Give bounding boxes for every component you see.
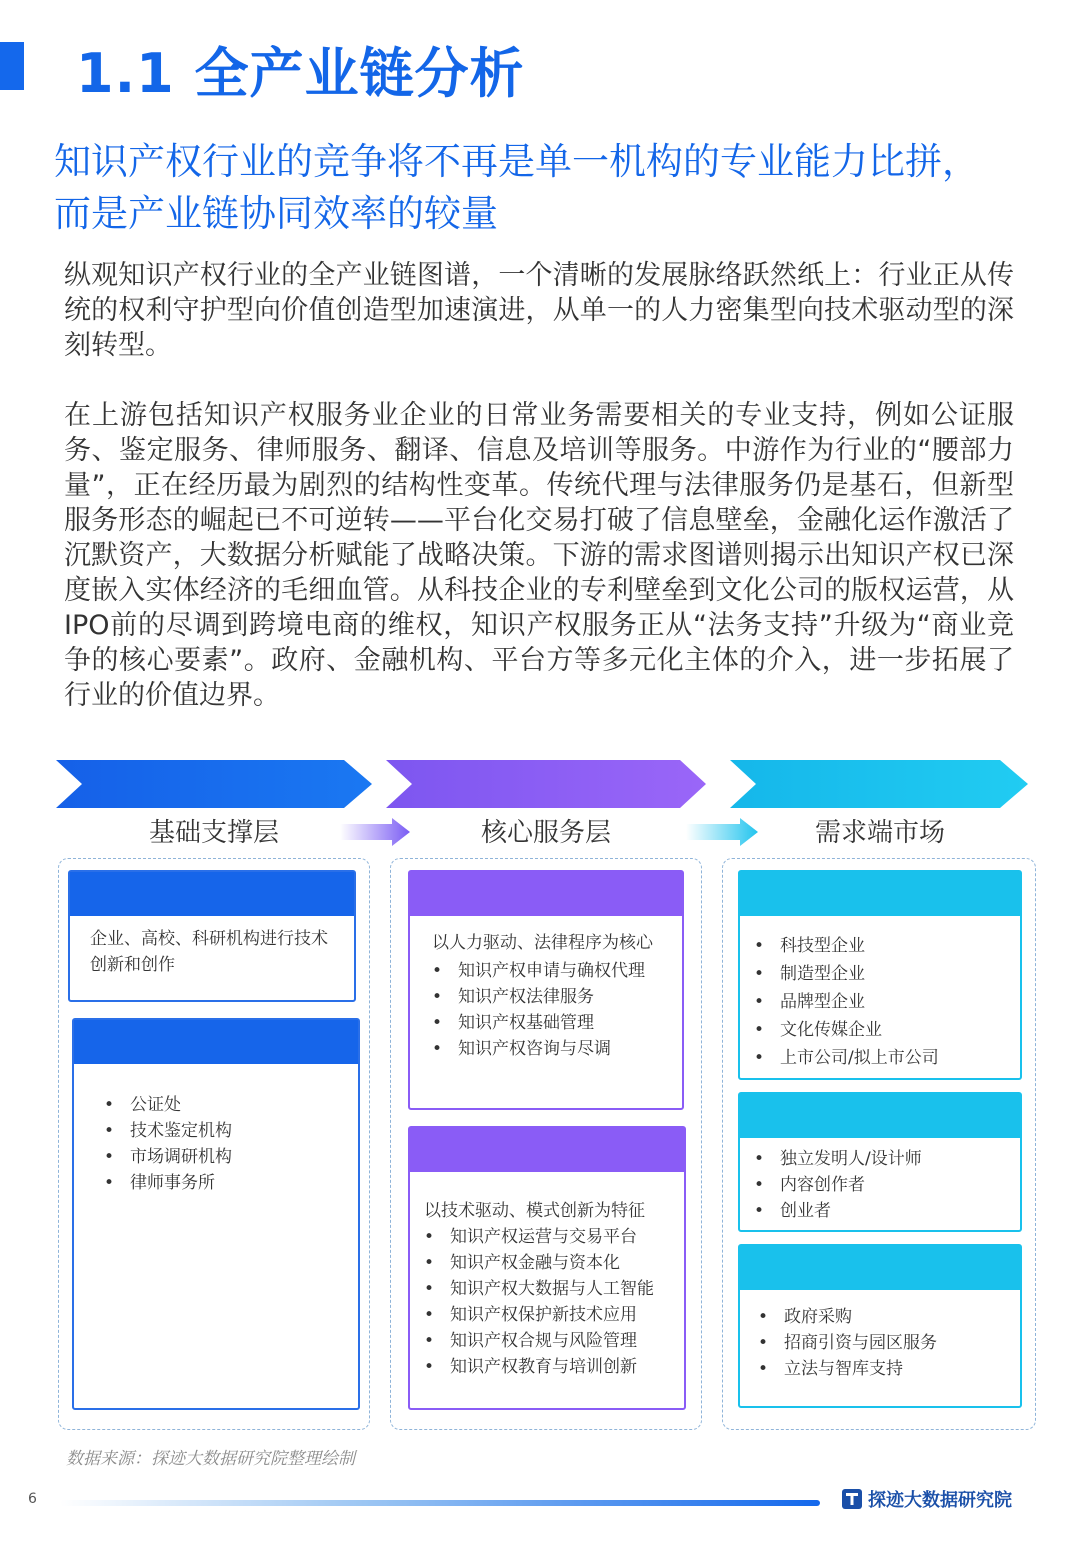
subtitle-line-1: 知识产权行业的竞争将不再是单一机构的专业能力比拼， bbox=[54, 140, 979, 183]
page-title: 1.1 全产业链分析 bbox=[76, 42, 525, 105]
list-item: • 知识产权申请与确权代理 bbox=[432, 958, 682, 984]
list-item: • 知识产权合规与风险管理 bbox=[424, 1328, 684, 1354]
card-intro: 以人力驱动、法律程序为核心 bbox=[432, 933, 653, 953]
card-intro: 企业、高校、科研机构进行技术创新和创作 bbox=[90, 929, 328, 975]
card-header bbox=[740, 1094, 1020, 1138]
list-item: • 立法与智库支持 bbox=[758, 1356, 1020, 1382]
card-intro: 以技术驱动、模式创新为特征 bbox=[424, 1201, 645, 1221]
list-item: • 创业者 bbox=[754, 1198, 1020, 1224]
chevron-demand bbox=[730, 760, 1028, 808]
column-label-foundation: 基础支撑层 bbox=[148, 818, 279, 848]
card-innovative-services bbox=[408, 1126, 686, 1410]
list-item: • 知识产权运营与交易平台 bbox=[424, 1224, 684, 1250]
title-accent-bar bbox=[0, 42, 24, 90]
support-services-list bbox=[74, 1064, 358, 1196]
list-item: • 文化传媒企业 bbox=[754, 1016, 1020, 1044]
card-header bbox=[70, 872, 354, 916]
card-enterprises bbox=[738, 870, 1022, 1080]
subtitle bbox=[54, 136, 1064, 240]
traditional-services-list bbox=[410, 956, 682, 1062]
brand-icon bbox=[842, 1489, 862, 1509]
list-item: • 知识产权金融与资本化 bbox=[424, 1250, 684, 1276]
card-individuals bbox=[738, 1092, 1022, 1232]
chevron-foundation bbox=[56, 760, 372, 808]
subtitle-line-2: 而是产业链协同效率的较量 bbox=[54, 192, 498, 235]
individuals-list bbox=[740, 1138, 1020, 1224]
footer-divider bbox=[60, 1500, 820, 1506]
list-item: • 知识产权法律服务 bbox=[432, 984, 682, 1010]
list-item: • 公证处 bbox=[104, 1092, 358, 1118]
page-number: 6 bbox=[28, 1491, 37, 1507]
card-header bbox=[740, 1246, 1020, 1290]
body-paragraph-2: 在上游包括知识产权服务业企业的日常业务需要相关的专业支持，例如公证服务、鉴定服务、律师服务、翻译、信息及培训等服务。中游作为行业的“腰部力量”，正在经历最为剧烈的结构性变革。传统代理与法律服务仍是基石，但新型服务形态的崛起已不可逆转——平台化交易打破了信息壁垒，金融化运作激活了沉默资产，大数据分析赋能了战略决策。下游的需求图谱则揭示出知识产权已深度嵌入实体经济的毛细血管。从科技企业的专利壁垒到文化公司的版权运营，从IPO前的尽调到跨境电商的维权，知识产权服务正从“法务支持”升级为“商业竞争的核心要素”。政府、金融机构、平台方等多元化主体的介入，进一步拓展了行业的价值边界。 bbox=[64, 400, 1014, 711]
innovative-services-list bbox=[410, 1224, 684, 1380]
card-traditional-services bbox=[408, 870, 684, 1110]
card-header bbox=[410, 1128, 684, 1172]
data-source-note: 数据来源：探迹大数据研究院整理绘制 bbox=[66, 1449, 355, 1469]
body-paragraph-1: 纵观知识产权行业的全产业链图谱，一个清晰的发展脉络跃然纸上：行业正从传统的权利守护型向价值创造型加速演进，从单一的人力密集型向技术驱动型的深刻转型。 bbox=[64, 260, 1014, 361]
list-item: • 上市公司/拟上市公司 bbox=[754, 1044, 1020, 1072]
chevron-core bbox=[386, 760, 706, 808]
list-item: • 知识产权保护新技术应用 bbox=[424, 1302, 684, 1328]
list-item: • 知识产权基础管理 bbox=[432, 1010, 682, 1036]
card-header bbox=[740, 872, 1020, 916]
card-header bbox=[74, 1020, 358, 1064]
list-item: • 政府采购 bbox=[758, 1304, 1020, 1330]
list-item: • 品牌型企业 bbox=[754, 988, 1020, 1016]
column-label-core: 核心服务层 bbox=[480, 818, 611, 848]
brand-logo bbox=[842, 1486, 1012, 1512]
list-item: • 内容创作者 bbox=[754, 1172, 1020, 1198]
card-innovation bbox=[68, 870, 356, 1002]
enterprises-list bbox=[740, 916, 1020, 1072]
list-item: • 知识产权咨询与尽调 bbox=[432, 1036, 682, 1062]
list-item: • 制造型企业 bbox=[754, 960, 1020, 988]
card-government bbox=[738, 1244, 1022, 1408]
list-item: • 独立发明人/设计师 bbox=[754, 1146, 1020, 1172]
list-item: • 知识产权大数据与人工智能 bbox=[424, 1276, 684, 1302]
card-support-services bbox=[72, 1018, 360, 1410]
government-list bbox=[740, 1290, 1020, 1382]
list-item: • 知识产权教育与培训创新 bbox=[424, 1354, 684, 1380]
column-label-demand: 需求端市场 bbox=[814, 818, 945, 848]
list-item: • 技术鉴定机构 bbox=[104, 1118, 358, 1144]
list-item: • 科技型企业 bbox=[754, 932, 1020, 960]
card-header bbox=[410, 872, 682, 916]
list-item: • 市场调研机构 bbox=[104, 1144, 358, 1170]
list-item: • 律师事务所 bbox=[104, 1170, 358, 1196]
brand-name: 探迹大数据研究院 bbox=[868, 1490, 1012, 1511]
list-item: • 招商引资与园区服务 bbox=[758, 1330, 1020, 1356]
